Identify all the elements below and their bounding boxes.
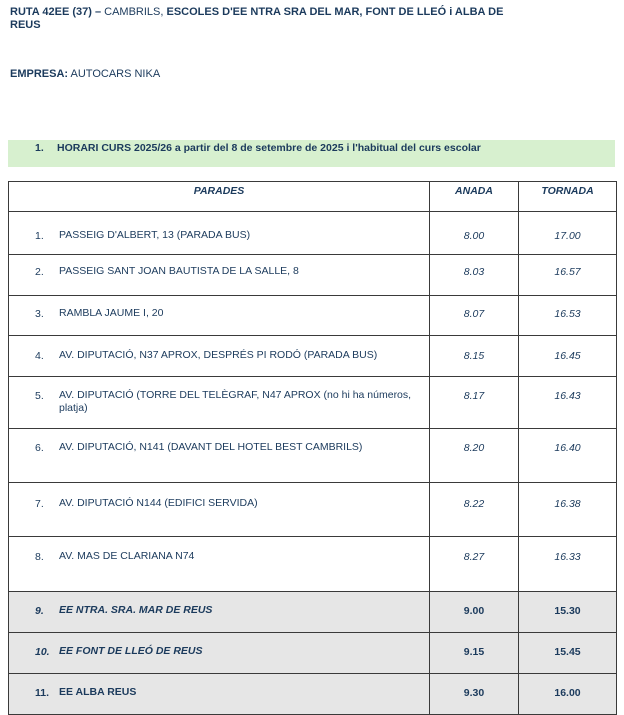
schedule-table bbox=[8, 181, 617, 715]
stop-cell bbox=[9, 483, 430, 537]
return-time: 16.38 bbox=[519, 483, 617, 537]
header-return: TORNADA bbox=[519, 182, 617, 212]
return-time: 16.53 bbox=[519, 296, 617, 336]
route-code: RUTA 42EE (37) – bbox=[10, 6, 102, 18]
return-time: 16.00 bbox=[519, 674, 617, 715]
stop-name: AV. DIPUTACIÓ N144 (EDIFICI SERVIDA) bbox=[59, 497, 258, 509]
return-time: 16.45 bbox=[519, 336, 617, 377]
return-time: 15.30 bbox=[519, 592, 617, 633]
stop-number: 3. bbox=[35, 308, 44, 320]
outbound-time: 8.07 bbox=[430, 296, 519, 336]
header-outbound: ANADA bbox=[430, 182, 519, 212]
stop-name: EE FONT DE LLEÓ DE REUS bbox=[59, 645, 203, 657]
outbound-time: 9.15 bbox=[430, 633, 519, 674]
outbound-time: 8.03 bbox=[430, 255, 519, 296]
stop-cell bbox=[9, 336, 430, 377]
stop-number: 11. bbox=[35, 687, 50, 699]
stop-cell bbox=[9, 674, 430, 715]
stop-number: 2. bbox=[35, 266, 44, 278]
outbound-time: 9.00 bbox=[430, 592, 519, 633]
schedule-banner-number: 1. bbox=[35, 142, 44, 154]
header-stops: PARADES bbox=[9, 182, 430, 212]
stop-cell bbox=[9, 592, 430, 633]
stop-cell bbox=[9, 537, 430, 592]
stop-cell bbox=[9, 255, 430, 296]
outbound-time: 8.22 bbox=[430, 483, 519, 537]
stop-number: 5. bbox=[35, 390, 44, 402]
schedule-banner bbox=[8, 140, 615, 167]
route-destinations: ESCOLES D'EE NTRA SRA DEL MAR, FONT DE LLEÓ i ALBA DE REUS bbox=[10, 6, 504, 31]
stop-name: EE NTRA. SRA. MAR DE REUS bbox=[59, 604, 213, 616]
table-row bbox=[9, 674, 617, 715]
table-row bbox=[9, 255, 617, 296]
stop-name: AV. DIPUTACIÓ, N37 APROX, DESPRÉS PI RODÓ (PARADA BUS) bbox=[59, 349, 378, 361]
outbound-time: 8.20 bbox=[430, 429, 519, 483]
stop-number: 7. bbox=[35, 498, 44, 510]
company-line bbox=[10, 68, 160, 81]
outbound-time: 8.15 bbox=[430, 336, 519, 377]
stop-name: RAMBLA JAUME I, 20 bbox=[59, 307, 164, 319]
route-title bbox=[10, 6, 530, 32]
table-row bbox=[9, 537, 617, 592]
table-row bbox=[9, 633, 617, 674]
table-row bbox=[9, 212, 617, 255]
stop-number: 1. bbox=[35, 230, 44, 242]
route-origin: CAMBRILS, bbox=[101, 6, 167, 18]
table-row bbox=[9, 377, 617, 429]
stop-name: AV. DIPUTACIÓ, N141 (DAVANT DEL HOTEL BEST CAMBRILS) bbox=[59, 441, 363, 453]
stop-number: 6. bbox=[35, 442, 44, 454]
table-header-row bbox=[9, 182, 617, 212]
return-time: 15.45 bbox=[519, 633, 617, 674]
stop-name: AV. DIPUTACIÓ (TORRE DEL TELÈGRAF, N47 APROX (no hi ha números, platja) bbox=[59, 389, 412, 414]
outbound-time: 9.30 bbox=[430, 674, 519, 715]
stop-number: 8. bbox=[35, 551, 44, 563]
outbound-time: 8.27 bbox=[430, 537, 519, 592]
stop-cell bbox=[9, 429, 430, 483]
schedule-banner-text: HORARI CURS 2025/26 a partir del 8 de setembre de 2025 i l'habitual del curs escolar bbox=[57, 142, 481, 154]
return-time: 16.43 bbox=[519, 377, 617, 429]
table-row bbox=[9, 336, 617, 377]
stop-name: AV. MAS DE CLARIANA N74 bbox=[59, 550, 195, 562]
stop-name: PASSEIG D'ALBERT, 13 (PARADA BUS) bbox=[59, 229, 251, 241]
company-label: EMPRESA: bbox=[10, 68, 69, 80]
table-row bbox=[9, 483, 617, 537]
outbound-time: 8.00 bbox=[430, 212, 519, 255]
stop-number: 9. bbox=[35, 605, 44, 617]
table-row bbox=[9, 592, 617, 633]
stop-number: 4. bbox=[35, 350, 44, 362]
company-name: AUTOCARS NIKA bbox=[68, 68, 161, 80]
return-time: 16.40 bbox=[519, 429, 617, 483]
stop-cell bbox=[9, 296, 430, 336]
stop-name: EE ALBA REUS bbox=[59, 686, 137, 698]
stop-name: PASSEIG SANT JOAN BAUTISTA DE LA SALLE, 8 bbox=[59, 265, 299, 277]
stop-cell bbox=[9, 212, 430, 255]
stop-cell bbox=[9, 633, 430, 674]
return-time: 16.33 bbox=[519, 537, 617, 592]
return-time: 17.00 bbox=[519, 212, 617, 255]
stop-number: 10. bbox=[35, 646, 50, 658]
stop-cell bbox=[9, 377, 430, 429]
table-row bbox=[9, 296, 617, 336]
table-row bbox=[9, 429, 617, 483]
return-time: 16.57 bbox=[519, 255, 617, 296]
outbound-time: 8.17 bbox=[430, 377, 519, 429]
